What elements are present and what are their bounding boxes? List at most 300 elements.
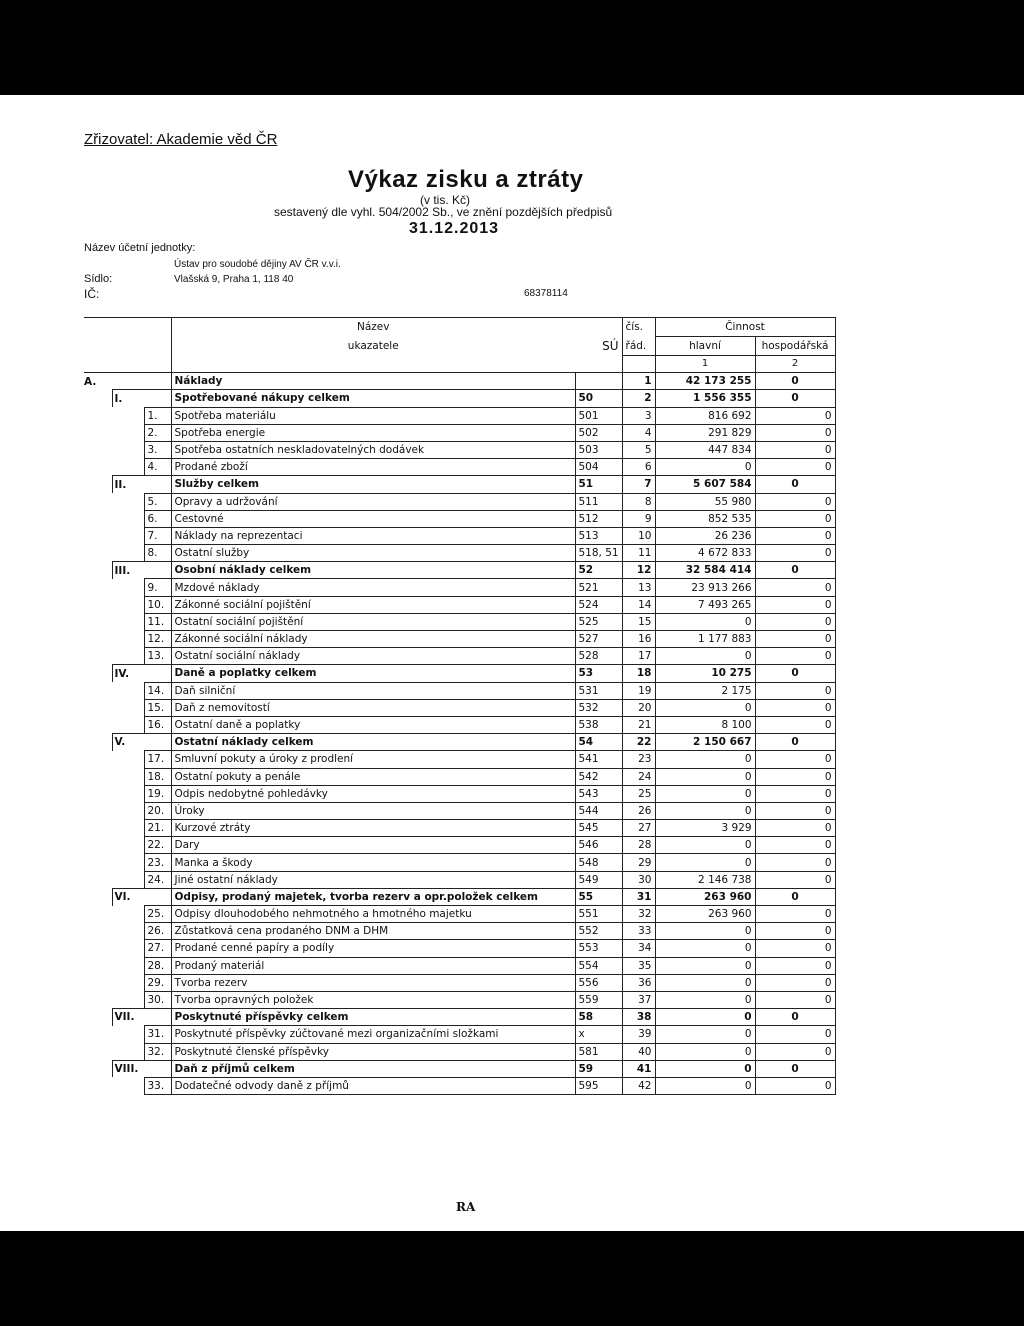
item-number: 6. [144,510,171,527]
table-row [84,476,835,493]
table-row [84,510,835,527]
col-activity-header: Činnost [655,318,835,337]
item-number [144,390,171,407]
economic-activity-value: 0 [755,631,835,648]
table-row [84,1060,835,1077]
economic-activity-value: 0 [755,820,835,837]
economic-activity-value: 0 [755,682,835,699]
table-row [84,373,835,390]
account-code: 527 [575,631,622,648]
account-code: 559 [575,991,622,1008]
item-name: Dary [171,837,575,854]
item-number [144,665,171,682]
account-code: 512 [575,510,622,527]
header-row-2 [84,337,835,356]
item-number: 20. [144,802,171,819]
account-code: 595 [575,1077,622,1094]
section-label: VII. [112,1009,144,1026]
row-number: 14 [622,596,655,613]
item-number: 24. [144,871,171,888]
account-code: 50 [575,390,622,407]
main-activity-value: 7 493 265 [655,596,755,613]
table-row [84,493,835,510]
economic-activity-value: 0 [755,1043,835,1060]
report-date: 31.12.2013 [409,220,500,237]
economic-activity-value: 0 [755,854,835,871]
economic-activity-value: 0 [755,1060,835,1077]
table-row [84,837,835,854]
table-row [84,940,835,957]
account-code: 511 [575,493,622,510]
section-label: II. [112,476,144,493]
account-code: 538 [575,716,622,733]
row-number: 26 [622,802,655,819]
row-number: 39 [622,1026,655,1043]
table-row [84,923,835,940]
economic-activity-value: 0 [755,751,835,768]
main-activity-value: 0 [655,1026,755,1043]
item-number: 9. [144,579,171,596]
economic-activity-value: 0 [755,802,835,819]
item-name: Prodané zboží [171,459,575,476]
main-activity-value: 3 929 [655,820,755,837]
economic-activity-value: 0 [755,991,835,1008]
item-name: Ostatní náklady celkem [171,734,575,751]
table-row [84,751,835,768]
account-code: 531 [575,682,622,699]
row-number: 27 [622,820,655,837]
item-number: 22. [144,837,171,854]
item-name: Poskytnuté příspěvky celkem [171,1009,575,1026]
entity-name: Ústav pro soudobé dějiny AV ČR v.v.i. [174,259,341,270]
row-number: 28 [622,837,655,854]
main-activity-value: 0 [655,648,755,665]
table-row [84,1043,835,1060]
economic-activity-value: 0 [755,665,835,682]
item-name: Odpis nedobytné pohledávky [171,785,575,802]
account-code: 513 [575,527,622,544]
row-number: 1 [622,373,655,390]
main-activity-value: 55 980 [655,493,755,510]
economic-activity-value: 0 [755,716,835,733]
economic-activity-value: 0 [755,768,835,785]
table-row [84,734,835,751]
main-activity-value: 0 [655,459,755,476]
item-name: Náklady na reprezentaci [171,527,575,544]
account-code: 549 [575,871,622,888]
row-number: 9 [622,510,655,527]
item-name: Ostatní sociální náklady [171,648,575,665]
main-activity-value: 0 [655,699,755,716]
item-number: 8. [144,545,171,562]
economic-activity-value: 0 [755,1026,835,1043]
account-code: 553 [575,940,622,957]
item-name: Tvorba rezerv [171,974,575,991]
item-name: Daně a poplatky celkem [171,665,575,682]
economic-activity-value: 0 [755,441,835,458]
col-main-header: hlavní [655,337,755,356]
main-activity-value: 1 556 355 [655,390,755,407]
item-name: Ostatní daně a poplatky [171,716,575,733]
item-name: Tvorba opravných položek [171,991,575,1008]
item-name: Odpisy dlouhodobého nehmotného a hmotného majetku [171,906,575,923]
item-number: 3. [144,441,171,458]
item-number: 26. [144,923,171,940]
economic-activity-value: 0 [755,940,835,957]
economic-activity-value: 0 [755,699,835,716]
account-code: 503 [575,441,622,458]
compiled-note: sestavený dle vyhl. 504/2002 Sb., ve znění pozdějších předpisů [274,205,613,219]
item-name: Prodané cenné papíry a podíly [171,940,575,957]
account-code: 524 [575,596,622,613]
col-su-header: SÚ [602,339,619,353]
item-name: Manka a škody [171,854,575,871]
economic-activity-value: 0 [755,527,835,544]
row-number: 21 [622,716,655,733]
seat-value: Vlašská 9, Praha 1, 118 40 [174,274,294,285]
main-activity-value: 0 [655,854,755,871]
main-activity-value: 263 960 [655,906,755,923]
economic-activity-value: 0 [755,545,835,562]
item-name: Mzdové náklady [171,579,575,596]
report-title: Výkaz zisku a ztráty [348,166,584,193]
table-row [84,802,835,819]
table-row [84,459,835,476]
item-number: 25. [144,906,171,923]
item-name: Prodaný materiál [171,957,575,974]
col-econ-number: 2 [755,356,835,373]
profit-loss-table [84,317,836,1095]
main-activity-value: 291 829 [655,424,755,441]
col-name-header: Název [171,318,575,337]
col-row-no-header-bottom: řád. [622,337,655,356]
table-row [84,665,835,682]
item-number: 4. [144,459,171,476]
item-number: 16. [144,716,171,733]
main-activity-value: 447 834 [655,441,755,458]
economic-activity-value: 0 [755,407,835,424]
account-code: 544 [575,802,622,819]
main-activity-value: 263 960 [655,888,755,905]
main-activity-value: 0 [655,785,755,802]
account-code: 502 [575,424,622,441]
item-number [144,888,171,905]
economic-activity-value: 0 [755,734,835,751]
main-activity-value: 852 535 [655,510,755,527]
account-code: 54 [575,734,622,751]
row-number: 6 [622,459,655,476]
item-number: 32. [144,1043,171,1060]
item-number: 27. [144,940,171,957]
item-number: 19. [144,785,171,802]
row-number: 42 [622,1077,655,1094]
item-number: 1. [144,407,171,424]
col-row-no-header-top: čís. [622,318,655,337]
main-activity-value: 0 [655,957,755,974]
row-number: 23 [622,751,655,768]
table-row [84,820,835,837]
item-number: 13. [144,648,171,665]
item-number: 7. [144,527,171,544]
row-number: 33 [622,923,655,940]
row-number: 15 [622,613,655,630]
account-code: 51 [575,476,622,493]
main-activity-value: 23 913 266 [655,579,755,596]
table-row [84,906,835,923]
account-code: 548 [575,854,622,871]
economic-activity-value: 0 [755,785,835,802]
economic-activity-value: 0 [755,957,835,974]
item-number [144,1009,171,1026]
founder-line: Zřizovatel: Akademie věd ČR [84,131,278,148]
economic-activity-value: 0 [755,476,835,493]
item-name: Smluvní pokuty a úroky z prodlení [171,751,575,768]
row-number: 16 [622,631,655,648]
account-code: 55 [575,888,622,905]
row-number: 29 [622,854,655,871]
row-number: 8 [622,493,655,510]
main-activity-value: 0 [655,1009,755,1026]
item-number: 28. [144,957,171,974]
account-code [575,373,622,390]
item-number: 23. [144,854,171,871]
account-code: 541 [575,751,622,768]
section-label: VIII. [112,1060,144,1077]
row-number: 34 [622,940,655,957]
economic-activity-value: 0 [755,871,835,888]
economic-activity-value: 0 [755,906,835,923]
item-name: Poskytnuté členské příspěvky [171,1043,575,1060]
item-name: Spotřeba energie [171,424,575,441]
main-activity-value: 0 [655,1077,755,1094]
row-number: 18 [622,665,655,682]
account-code: 545 [575,820,622,837]
header-row-3 [84,356,835,373]
table-row [84,974,835,991]
row-number: 41 [622,1060,655,1077]
item-number: 33. [144,1077,171,1094]
account-code: 552 [575,923,622,940]
item-name: Zákonné sociální náklady [171,631,575,648]
table-row [84,991,835,1008]
main-activity-value: 0 [655,751,755,768]
item-name: Ostatní služby [171,545,575,562]
col-name-header-2: ukazatele [171,337,575,356]
main-activity-value: 10 275 [655,665,755,682]
economic-activity-value: 0 [755,974,835,991]
item-name: Daň z nemovitostí [171,699,575,716]
account-code: 543 [575,785,622,802]
table-row [84,854,835,871]
main-activity-value: 0 [655,613,755,630]
seat-label: Sídlo: [84,273,113,285]
main-activity-value: 0 [655,991,755,1008]
main-activity-value: 0 [655,940,755,957]
row-number: 38 [622,1009,655,1026]
row-number: 4 [622,424,655,441]
table-row [84,682,835,699]
item-name: Náklady [171,373,575,390]
main-activity-value: 8 100 [655,716,755,733]
item-name: Dodatečné odvody daně z příjmů [171,1077,575,1094]
row-number: 37 [622,991,655,1008]
table-row [84,699,835,716]
row-number: 11 [622,545,655,562]
table-row [84,768,835,785]
table-row [84,579,835,596]
table-row [84,1077,835,1094]
item-name: Zákonné sociální pojištění [171,596,575,613]
header-row-1 [84,318,835,337]
table-row [84,1026,835,1043]
row-number: 13 [622,579,655,596]
item-name: Cestovné [171,510,575,527]
item-number [144,1060,171,1077]
row-number: 3 [622,407,655,424]
main-activity-value: 816 692 [655,407,755,424]
item-number: 17. [144,751,171,768]
main-activity-value: 0 [655,802,755,819]
account-code: 551 [575,906,622,923]
table-row [84,596,835,613]
item-number: 15. [144,699,171,716]
row-number: 2 [622,390,655,407]
main-activity-value: 0 [655,1060,755,1077]
col-main-number: 1 [655,356,755,373]
account-code: 542 [575,768,622,785]
economic-activity-value: 0 [755,510,835,527]
main-activity-value: 0 [655,768,755,785]
main-activity-value: 2 146 738 [655,871,755,888]
item-number [144,734,171,751]
table-row [84,527,835,544]
account-code: 556 [575,974,622,991]
table-row [84,888,835,905]
account-code: 546 [575,837,622,854]
main-activity-value: 32 584 414 [655,562,755,579]
row-number: 7 [622,476,655,493]
item-number: 30. [144,991,171,1008]
handwritten-initials: RA [456,1200,476,1214]
item-number: 18. [144,768,171,785]
section-label: V. [112,734,144,751]
row-number: 32 [622,906,655,923]
table-row [84,785,835,802]
item-name: Osobní náklady celkem [171,562,575,579]
main-activity-value: 1 177 883 [655,631,755,648]
item-name: Daň z příjmů celkem [171,1060,575,1077]
row-number: 19 [622,682,655,699]
row-number: 35 [622,957,655,974]
economic-activity-value: 0 [755,459,835,476]
item-number: 29. [144,974,171,991]
table-row [84,716,835,733]
economic-activity-value: 0 [755,923,835,940]
account-code: 501 [575,407,622,424]
economic-activity-value: 0 [755,390,835,407]
item-number: 2. [144,424,171,441]
main-activity-value: 4 672 833 [655,545,755,562]
item-number [144,476,171,493]
item-number: 5. [144,493,171,510]
item-number [144,562,171,579]
row-number: 12 [622,562,655,579]
main-activity-value: 0 [655,923,755,940]
economic-activity-value: 0 [755,613,835,630]
main-activity-value: 26 236 [655,527,755,544]
table-row [84,545,835,562]
table-row [84,424,835,441]
table-row [84,390,835,407]
main-activity-value: 5 607 584 [655,476,755,493]
row-number: 24 [622,768,655,785]
account-code: 53 [575,665,622,682]
account-code: 504 [575,459,622,476]
section-label: A. [84,373,112,390]
economic-activity-value: 0 [755,596,835,613]
row-number: 22 [622,734,655,751]
account-code: 525 [575,613,622,630]
table-row [84,957,835,974]
section-label: I. [112,390,144,407]
main-activity-value: 2 175 [655,682,755,699]
economic-activity-value: 0 [755,888,835,905]
table-row [84,631,835,648]
row-number: 30 [622,871,655,888]
row-number: 5 [622,441,655,458]
item-name: Spotřeba ostatních neskladovatelných dodávek [171,441,575,458]
entity-label: Název účetní jednotky: [84,242,196,254]
row-number: 36 [622,974,655,991]
item-name: Poskytnuté příspěvky zúčtované mezi organizačními složkami [171,1026,575,1043]
table-row [84,441,835,458]
section-label: VI. [112,888,144,905]
account-code: 528 [575,648,622,665]
item-number: 21. [144,820,171,837]
main-activity-value: 0 [655,974,755,991]
row-number: 31 [622,888,655,905]
economic-activity-value: 0 [755,493,835,510]
item-name: Ostatní pokuty a penále [171,768,575,785]
ic-label: IČ: [84,287,100,301]
main-activity-value: 42 173 255 [655,373,755,390]
economic-activity-value: 0 [755,579,835,596]
item-name: Spotřeba materiálu [171,407,575,424]
col-econ-header: hospodářská [755,337,835,356]
row-number: 25 [622,785,655,802]
item-name: Služby celkem [171,476,575,493]
economic-activity-value: 0 [755,562,835,579]
row-number: 10 [622,527,655,544]
item-name: Odpisy, prodaný majetek, tvorba rezerv a opr.položek celkem [171,888,575,905]
account-code: 581 [575,1043,622,1060]
table-row [84,871,835,888]
row-number: 17 [622,648,655,665]
economic-activity-value: 0 [755,373,835,390]
table-row [84,613,835,630]
item-number: 12. [144,631,171,648]
item-number: 14. [144,682,171,699]
ic-value: 68378114 [524,288,568,299]
main-activity-value: 0 [655,1043,755,1060]
item-name: Opravy a udržování [171,493,575,510]
account-code: 532 [575,699,622,716]
table-row [84,562,835,579]
economic-activity-value: 0 [755,1077,835,1094]
item-number: 10. [144,596,171,613]
item-name: Ostatní sociální pojištění [171,613,575,630]
economic-activity-value: 0 [755,424,835,441]
